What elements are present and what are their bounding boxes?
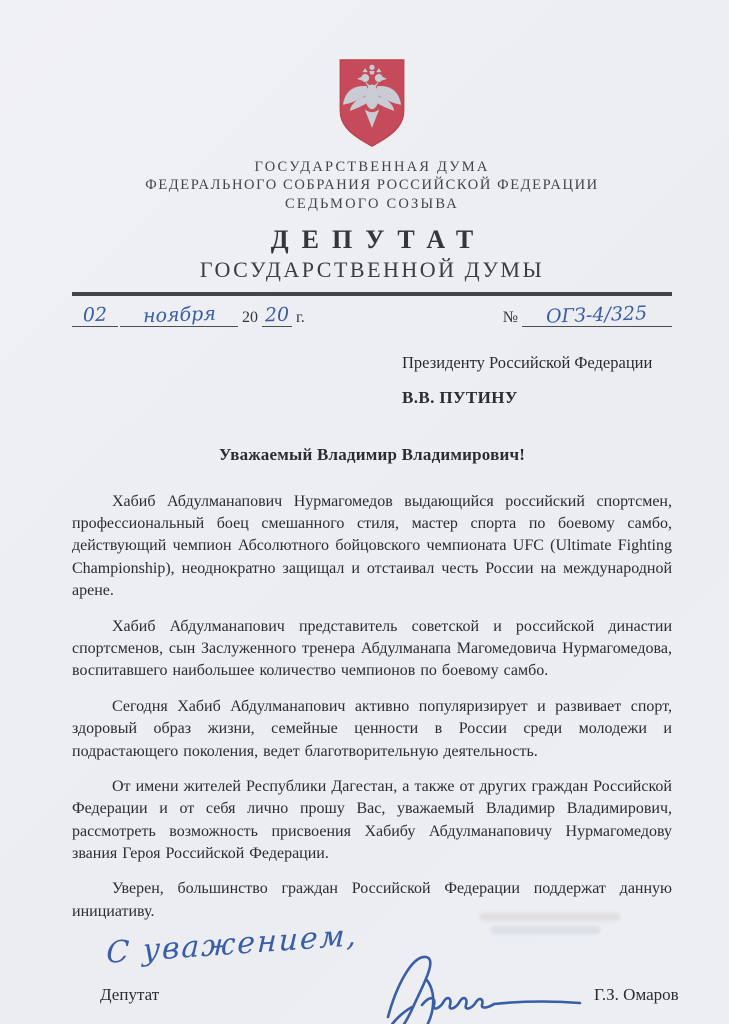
org-name-line1: ГОСУДАРСТВЕННАЯ ДУМА <box>254 159 490 175</box>
handwritten-year: 20 <box>264 303 290 327</box>
org-name-line3: СЕДЬМОГО СОЗЫВА <box>285 195 459 212</box>
date-day-slot <box>72 303 118 327</box>
deputy-title: ДЕПУТАТ <box>270 224 487 254</box>
addressee-title: Президенту Российской Федерации <box>402 352 653 372</box>
addressee-name: В.В. ПУТИНУ <box>402 388 518 408</box>
signer-position: Депутат <box>100 985 160 1005</box>
closing-block <box>72 918 679 1024</box>
deputy-title-sub: ГОСУДАРСТВЕННОЙ ДУМЫ <box>199 256 545 282</box>
date-block <box>72 302 307 328</box>
paragraph-3: Сегодня Хабиб Абдулманапович активно популяризирует и развивает спорт, здоровый образ жизни, семейные ценности в России среди молодежи и подрастающего поколения, ведет благотворительную деятельность. <box>72 697 672 760</box>
signer-name: Г.З. Омаров <box>594 985 679 1005</box>
paragraph-2: Хабиб Абдулманапович представитель советской и российской династии спортсменов, сын Заслуженного тренера Абдулманапа Магомедовича Нурмагомедова, воспитавшего наибольшее количество чемпионов по боевому самбо. <box>72 617 672 680</box>
salutation: Уважаемый Владимир Владимирович! <box>218 444 526 464</box>
date-month-slot <box>120 302 238 328</box>
handwritten-month: ноября <box>142 302 216 328</box>
year-label: г. <box>296 308 305 326</box>
header-divider-rule <box>72 292 672 296</box>
paragraph-1: Хабиб Абдулманапович Нурмагомедов выдающийся российский спортсмен, профессиональный боец смешанного стиля, мастер спорта по боевому самбо, действующий чемпион Абсолютного бойцовского чемпионата UFC (Ultimate Fighting Championship), неоднократно защищал и отстаивал честь России на международной арене. <box>72 492 672 600</box>
year-prefix: 20 <box>242 308 258 326</box>
handwritten-number: ОГЗ-4/325 <box>546 302 648 328</box>
date-year-slot <box>262 303 292 327</box>
russian-coat-of-arms-icon <box>333 56 411 150</box>
letter-body <box>72 491 672 924</box>
number-slot <box>522 302 672 328</box>
paragraph-5: Уверен, большинство граждан Российской Федерации поддержат данную инициативу. <box>72 880 672 920</box>
number-label: № <box>502 308 518 326</box>
handwritten-day: 02 <box>82 303 108 327</box>
handwritten-with-respect: С уважением, <box>105 918 359 972</box>
paragraph-4: От имени жителей Республики Дагестан, а также от других граждан Российской Федерации и от себя лично прошу Вас, уважаемый Владимир Владимирович, рассмотреть возможность присвоения Хабибу Абдулманаповичу Нурмагомедову звания Героя Российской Федерации. <box>72 777 672 863</box>
date-number-line <box>72 302 672 328</box>
outgoing-number-block <box>501 302 672 328</box>
addressee-block <box>402 353 672 409</box>
org-name-line2: ФЕДЕРАЛЬНОГО СОБРАНИЯ РОССИЙСКОЙ ФЕДЕРАЦИИ <box>145 177 599 194</box>
signature-ink <box>382 943 602 1024</box>
